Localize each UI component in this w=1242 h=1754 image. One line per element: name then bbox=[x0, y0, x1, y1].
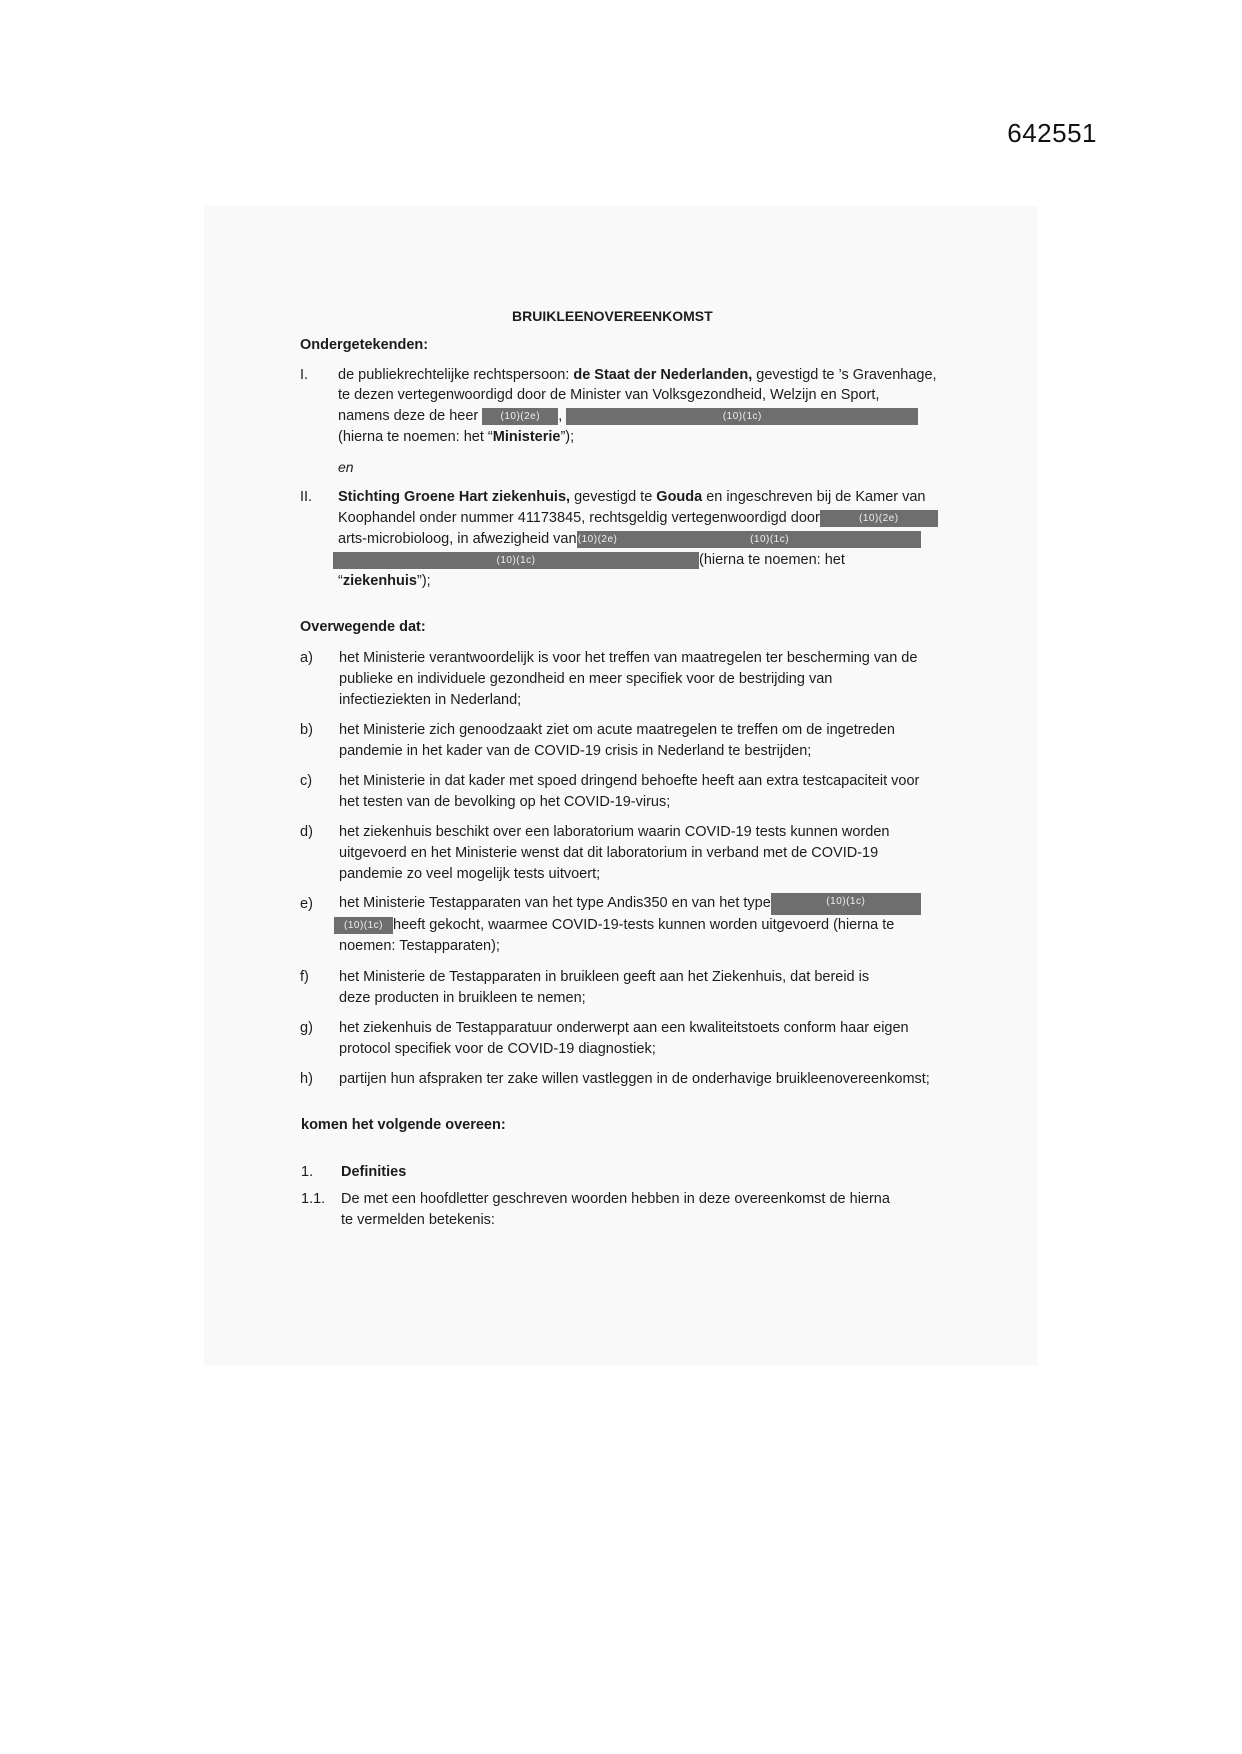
redaction-box: (10)(1c) bbox=[334, 917, 393, 934]
party-1-line-4 bbox=[338, 427, 574, 448]
party-2-registration: en ingeschreven bij de Kamer van bbox=[702, 489, 926, 505]
conjunction-en: en bbox=[338, 459, 354, 475]
party-2-line-1 bbox=[338, 487, 926, 508]
party-1-seat: gevestigd te ’s Gravenhage, bbox=[752, 367, 937, 383]
party-1-intro: de publiekrechtelijke rechtspersoon: bbox=[338, 367, 574, 383]
consideration-label: b) bbox=[300, 722, 313, 738]
party-2-city: Gouda bbox=[656, 489, 703, 505]
party-2-kvk-text: Koophandel onder nummer 41173845, rechtsgeldig vertegenwoordigd door bbox=[338, 510, 820, 526]
consideration-text: het ziekenhuis beschikt over een laboratorium waarin COVID-19 tests kunnen worden uitgevoerd en het Ministerie wenst dat dit laboratorium in verband met de COVID-19 pandemie zo veel mogelijk tests uitvoert; bbox=[339, 824, 890, 882]
section-title: Definities bbox=[341, 1164, 407, 1180]
party-2-line-2 bbox=[338, 508, 938, 529]
party-1-alias: Ministerie bbox=[492, 429, 561, 445]
consideration-label: h) bbox=[300, 1071, 313, 1087]
party-2-alias-intro: (hierna te noemen: het bbox=[699, 552, 845, 568]
considering-heading: Overwegende dat: bbox=[300, 619, 426, 635]
party-1-alias-intro: (hierna te noemen: het “ bbox=[338, 429, 493, 445]
party-1-numeral: I. bbox=[300, 367, 309, 383]
consideration-e-text-1: het Ministerie Testapparaten van het type Andis350 en van het type bbox=[339, 895, 771, 911]
consideration-label: e) bbox=[300, 896, 313, 912]
consideration-e-line-2 bbox=[334, 915, 894, 936]
consideration-text: het Ministerie verantwoordelijk is voor het treffen van maatregelen ter bescherming van de publieke en individuele gezondheid en meer specifiek voor de bestrijding van infectieziekten in Nederland; bbox=[339, 650, 918, 708]
redaction-box: (10)(2e) bbox=[820, 510, 938, 527]
party-1-line-1 bbox=[338, 365, 937, 386]
redaction-box: (10)(1c) bbox=[619, 531, 921, 548]
party-1-name: de Staat der Nederlanden, bbox=[573, 367, 753, 383]
party-2-alias-end: ”); bbox=[416, 573, 431, 589]
document-title: BRUIKLEENOVEREENKOMST bbox=[512, 308, 713, 324]
party-2-line-3 bbox=[338, 529, 921, 550]
party-2-name: Stichting Groene Hart ziekenhuis, bbox=[338, 489, 571, 505]
agree-heading: komen het volgende overeen: bbox=[301, 1117, 506, 1133]
party-1-line-3 bbox=[338, 406, 918, 427]
redaction-box: (10)(2e) bbox=[577, 531, 619, 548]
consideration-label: f) bbox=[300, 969, 309, 985]
party-1-alias-end: ”); bbox=[560, 429, 575, 445]
document-number: 642551 bbox=[1007, 118, 1097, 148]
consideration-text: het Ministerie de Testapparaten in bruikleen geeft aan het Ziekenhuis, dat bereid is deze producten in bruikleen te nemen; bbox=[339, 969, 870, 1006]
consideration-label: c) bbox=[300, 773, 313, 789]
consideration-text: het Ministerie in dat kader met spoed dringend behoefte heeft aan extra testcapaciteit voor het testen van de bevolking op het COVID-19-virus; bbox=[339, 773, 920, 810]
consideration-label: a) bbox=[300, 650, 313, 666]
consideration-label: d) bbox=[300, 824, 313, 840]
undersigned-heading: Ondergetekenden: bbox=[300, 337, 429, 353]
quote-open: “ bbox=[338, 573, 343, 589]
party-2-alias: ziekenhuis bbox=[342, 573, 417, 589]
redaction-box: (10)(1c) bbox=[771, 893, 921, 915]
consideration-text: het ziekenhuis de Testapparatuur onderwerpt aan een kwaliteitstoets conform haar eigen protocol specifiek voor de COVID-19 diagnostiek; bbox=[339, 1020, 909, 1057]
redaction-box: (10)(2e) bbox=[482, 408, 558, 425]
consideration-e-text-2: heeft gekocht, waarmee COVID-19-tests kunnen worden uitgevoerd (hierna te bbox=[393, 917, 895, 933]
comma-separator: , bbox=[558, 408, 563, 424]
redaction-box: (10)(1c) bbox=[566, 408, 918, 425]
party-2-microbiologist-text: arts-microbioloog, in afwezigheid van bbox=[338, 531, 577, 547]
redaction-box: (10)(1c) bbox=[333, 552, 699, 569]
consideration-text: het Ministerie zich genoodzaakt ziet om acute maatregelen te treffen om de ingetreden pandemie in het kader van de COVID-19 crisis in Nederland te bestrijden; bbox=[339, 722, 895, 759]
party-2-line-4 bbox=[333, 550, 845, 571]
clause-number: 1.1. bbox=[301, 1191, 326, 1207]
consideration-text: partijen hun afspraken ter zake willen vastleggen in de onderhavige bruikleenovereenkomst; bbox=[339, 1071, 930, 1087]
section-number: 1. bbox=[301, 1164, 314, 1180]
clause-text: De met een hoofdletter geschreven woorden hebben in deze overeenkomst de hierna te vermelden betekenis: bbox=[341, 1191, 890, 1228]
consideration-e-line-3: noemen: Testapparaten); bbox=[339, 938, 500, 954]
party-1-line-2: te dezen vertegenwoordigd door de Minister van Volksgezondheid, Welzijn en Sport, bbox=[338, 387, 880, 403]
party-2-seat-label: gevestigd te bbox=[570, 489, 657, 505]
party-1-representative-label: namens deze de heer bbox=[338, 408, 479, 424]
party-2-numeral: II. bbox=[300, 489, 313, 505]
consideration-e-line-1 bbox=[339, 893, 921, 915]
consideration-label: g) bbox=[300, 1020, 313, 1036]
party-2-line-5 bbox=[338, 571, 431, 592]
